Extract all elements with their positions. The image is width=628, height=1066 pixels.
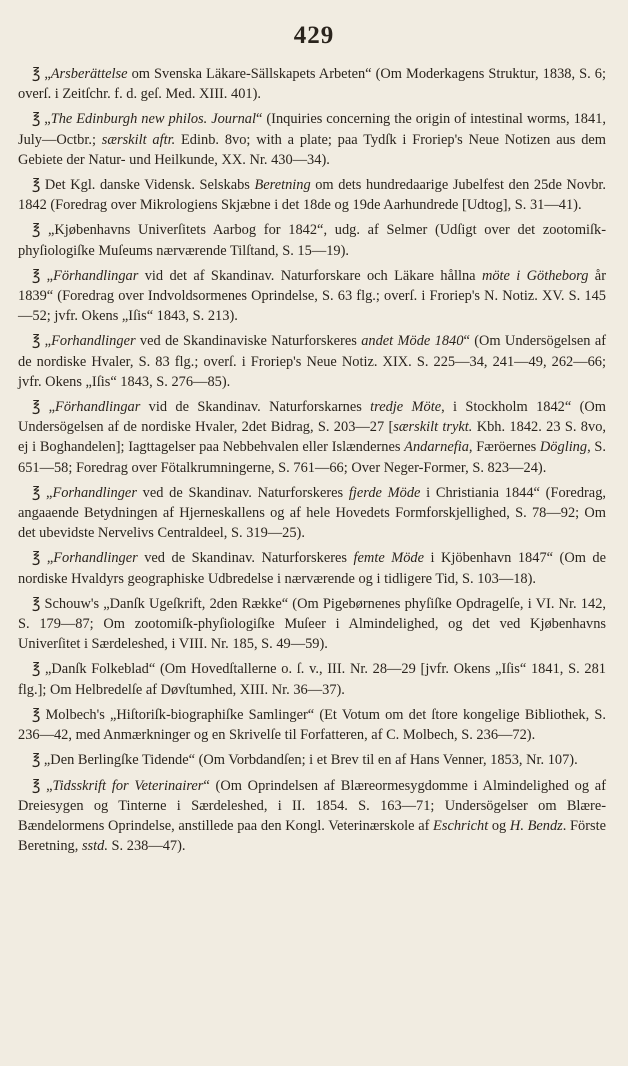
bibliography-entry (18, 220, 606, 260)
entry-italic-text: Beretning (254, 177, 311, 194)
entry-italic-text: sstd. (81, 838, 108, 855)
entry-italic-text: særskilt trykt. (393, 419, 473, 436)
bibliography-entry (18, 705, 606, 745)
bibliography-entry (18, 776, 606, 857)
entry-italic-text: Förhandlingar (53, 267, 139, 284)
entry-text: ℥ „ (32, 484, 53, 501)
entry-italic-text: Förhandlingar (55, 399, 141, 416)
entry-italic-text: Forhandlinger (53, 550, 138, 567)
entry-text: ved de Skandinav. Naturforskeres (137, 550, 354, 567)
entry-text: ℥ „ (32, 777, 53, 794)
entry-italic-text: Forhandlinger (52, 484, 137, 501)
entry-text: , Færöernes (468, 439, 540, 456)
entry-italic-text: Dögling (539, 439, 588, 456)
entry-italic-text: Eschricht (433, 817, 489, 834)
entry-text: vid det af Skandinav. Naturforskare och Läkare hållna (138, 267, 482, 284)
entry-text: år 1839“ (Foredrag over Indvoldsormenes Oprindelse, S. 63 flg.; overſ. i Froriep's N. Notiz. XV. S. 145—52; jvfr. Okens „Iſis“ 1843, S. 213). (18, 267, 606, 325)
entry-text: ℥ „Den Berlingſke Tidende“ (Om Vorbdandſen; i et Brev til en af Hans Venner, 1853, Nr. 107). (32, 752, 578, 769)
entry-text: om Svenska Läkare-Sällskapets Arbeten“ (Om Moderkagens Struktur, 1838, S. 6; overſ. i Zeitſchr. f. d. geſ. Med. XIII. 401). (18, 66, 606, 103)
bibliography-entry (18, 266, 606, 327)
entry-text: i Kjöbenhavn 1847“ (Om de nordiske Hvaldyrs geographiske Udbredelse i nærværende og i tidligere Tid, S. 103—18). (18, 550, 607, 587)
entry-text: ved de Skandinaviske Naturforskeres (135, 333, 362, 350)
bibliography-entry (18, 64, 606, 104)
entry-italic-text: fjerde Möde (348, 484, 421, 501)
entry-text: ℥ „ (32, 550, 54, 567)
entry-text: ℥ „ (32, 399, 56, 416)
entry-text: S. 238—47). (107, 838, 186, 855)
entry-text: ℥ „Kjøbenhavns Univerſitets Aarbog for 1842“, udg. af Selmer (Udſigt over det zootomiſk-phyſiologiſke Muſeums nærværende Tilſtand, S. 15—19). (18, 222, 606, 259)
entry-text: , i Stockholm 1842“ (Om Undersögelsen af de nordiske Hvaler, 2det Bidrag, S. 203—27 [ (18, 399, 606, 436)
entry-text: Edinb. 8vo; with a plate; paa Tydſk i Froriep's Neue Notizen aus dem Gebiete der Natur- und Heilkunde, XX. Nr. 430—34). (18, 131, 606, 168)
entry-italic-text: Tidsskrift for Veterinairer (52, 777, 204, 794)
entry-text: Kbh. 1842. 23 S. 8vo, ej i Boghandelen]; Iagttagelser paa Nebbehvalen eller Islændernes (18, 419, 606, 456)
entry-text: om dets hundredaarige Jubelfest den 25de Novbr. 1842 (Foredrag over Mikrologiens Skjæbne i det 18de og 19de Aarhundrede [Udtog], S. 31—41). (18, 177, 606, 214)
entry-italic-text: The Edinburgh new philos. Journal (50, 111, 256, 128)
entry-text: ved de Skandinav. Naturforskeres (136, 484, 349, 501)
entry-text: ℥ „ (32, 333, 52, 350)
entry-text: vid de Skandinav. Naturforskarnes (140, 399, 371, 416)
bibliography-entry (18, 659, 606, 699)
entry-text: ℥ Det Kgl. danske Vidensk. Selskabs (32, 177, 255, 194)
entry-text: , S. 651—58; Foredrag over Fötalkrumningerne, S. 761—66; Over Neger-Former, S. 823—24). (18, 439, 606, 476)
entry-text: i Christiania 1844“ (Foredrag, angaaende Betydningen af Hjerneskallens og af hele Hovedets Formforskjellighed, S. 78—92; Om det ubevidste Nervelivs Centraldeel, S. 319—25). (18, 484, 606, 542)
bibliography-entry (18, 548, 606, 588)
entry-italic-text: andet Möde 1840 (361, 333, 464, 350)
bibliography-entry (18, 483, 606, 544)
entry-text: “ (Om Undersögelsen af de nordiske Hvaler, S. 83 flg.; overſ. i Froriep's Neue Notiz. XIX. S. 225—34, 241—49, 262—66; jvfr. Okens „Iſis“ 1843, S. 276—85). (18, 333, 606, 390)
entry-text: ℥ „ (32, 267, 54, 284)
entry-italic-text: H. Bendz (509, 817, 563, 834)
entry-text: ℥ „ (32, 66, 51, 82)
entry-text: “ (Inquiries concerning the origin of intestinal worms, 1841, July—Octbr.; (18, 111, 606, 148)
entry-text: ℥ Schouw's „Danſk Ugeſkrift, 2den Række“ (Om Pigebørnenes phyſiſke Opdragelſe, i VI. Nr. 142, S. 179—87; Om zootomiſk-phyſiologiſke Muſeer i Almindelighed, og det ved Kjøbenhavns Univerſitet i Særdeleshed, i VIII. Nr. 185, S. 49—59). (18, 595, 606, 653)
entry-italic-text: femte Möde (353, 550, 424, 567)
entry-italic-text: tredje Möte (370, 399, 442, 416)
bibliography-entry (18, 750, 606, 770)
bibliography-entry (18, 109, 606, 170)
bibliography-entry (18, 397, 606, 478)
entry-text: . Förste Beretning, (18, 817, 606, 855)
entry-text: og (488, 817, 510, 834)
entry-text: ℥ Molbech's „Hiſtoriſk-biographiſke Samlinger“ (Et Votum om det ſtore kongelige Bibliothek, S. 236—42, med Anmærkninger og en Skrivelſe til Forfatteren, af C. Molbech, S. 236—72). (18, 706, 606, 744)
bibliography-list (18, 64, 606, 861)
entry-italic-text: Forhandlinger (51, 333, 136, 350)
page-number: 429 (293, 22, 335, 49)
bibliography-entry (18, 331, 606, 392)
entry-text: ℥ „Danſk Folkeblad“ (Om Hovedſtallerne o. ſ. v., III. Nr. 28—29 [jvfr. Okens „Iſis“ 1841, S. 281 flg.]; Om Helbredelſe af Døvſtumhed, XIII. Nr. 36—37). (18, 661, 606, 698)
entry-text: “ (Om Oprindelsen af Blæreormesygdomme i Almindelighed og af Dreiesygen og Tinterne i Særdeleshed, i II. 1854. S. 163—71; Undersögelser om Blære-Bændelormens Oprindelse, anstillede paa den Kongl. Veterinærskole af (18, 777, 606, 834)
entry-text: ℥ „ (32, 111, 51, 128)
entry-italic-text: möte i Götheborg (481, 267, 589, 284)
entry-italic-text: Andarnefia (404, 439, 469, 456)
entry-italic-text: Arsberättelse (50, 66, 128, 82)
bibliography-entry (18, 175, 606, 215)
entry-italic-text: særskilt aftr. (101, 131, 176, 148)
bibliography-entry (18, 594, 606, 655)
